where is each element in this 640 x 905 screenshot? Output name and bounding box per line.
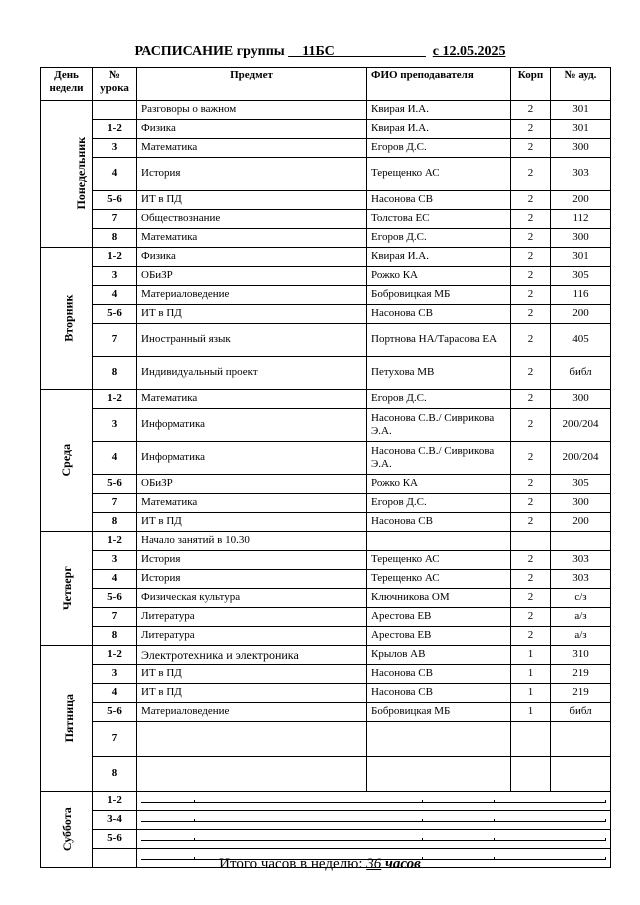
subject-cell: Иностранный язык <box>137 324 367 357</box>
table-row <box>41 229 611 248</box>
room-cell: 310 <box>551 646 611 665</box>
subject-cell: Математика <box>137 390 367 409</box>
table-row <box>41 646 611 665</box>
subject-cell: Материаловедение <box>137 703 367 722</box>
subject-cell: Индивидуальный проект <box>137 357 367 390</box>
lesson-number: 3 <box>93 139 137 158</box>
table-row <box>41 570 611 589</box>
table-row <box>41 627 611 646</box>
building-cell <box>511 722 551 757</box>
blank-cell <box>494 819 605 822</box>
col-header-day: День недели <box>41 68 93 101</box>
day-name: Среда <box>59 443 74 477</box>
lesson-number: 4 <box>93 286 137 305</box>
room-cell: 305 <box>551 475 611 494</box>
teacher-cell <box>367 757 511 792</box>
lesson-number: 1-2 <box>93 248 137 267</box>
subject-cell: ОБиЗР <box>137 267 367 286</box>
subject-cell: История <box>137 551 367 570</box>
table-row <box>41 390 611 409</box>
lesson-number: 7 <box>93 210 137 229</box>
building-cell: 2 <box>511 158 551 191</box>
teacher-cell: Петухова МВ <box>367 357 511 390</box>
total-unit: часов <box>385 856 421 872</box>
day-cell <box>41 532 93 646</box>
building-cell: 2 <box>511 409 551 442</box>
blank-cell <box>423 819 495 822</box>
blank-cell <box>141 838 195 841</box>
teacher-cell: Егоров Д.С. <box>367 494 511 513</box>
building-cell: 1 <box>511 646 551 665</box>
blank-cell <box>494 800 605 803</box>
saturday-blank-grid <box>141 838 606 841</box>
subject-cell: Обществознание <box>137 210 367 229</box>
blank-cell <box>141 819 195 822</box>
lesson-number: 3 <box>93 409 137 442</box>
room-cell <box>551 757 611 792</box>
blank-cell <box>195 838 423 841</box>
room-cell: 305 <box>551 267 611 286</box>
blank-cell <box>195 800 423 803</box>
blank-cell <box>423 800 495 803</box>
table-row <box>41 324 611 357</box>
lesson-number: 7 <box>93 608 137 627</box>
subject-cell: Информатика <box>137 442 367 475</box>
teacher-cell: Бобровицкая МБ <box>367 703 511 722</box>
lesson-number <box>93 101 137 120</box>
teacher-cell: Насонова С.В./ Сиврикова Э.А. <box>367 442 511 475</box>
subject-cell: Физика <box>137 120 367 139</box>
table-row <box>41 494 611 513</box>
subject-cell: История <box>137 570 367 589</box>
room-cell: 200 <box>551 513 611 532</box>
building-cell: 2 <box>511 513 551 532</box>
blank-cell <box>423 838 495 841</box>
teacher-cell: Егоров Д.С. <box>367 139 511 158</box>
table-row <box>41 757 611 792</box>
col-header-lesson: № урока <box>93 68 137 101</box>
teacher-cell: Насонова СВ <box>367 305 511 324</box>
room-cell: 301 <box>551 248 611 267</box>
col-header-building: Корп <box>511 68 551 101</box>
table-row <box>41 475 611 494</box>
subject-cell: ИТ в ПД <box>137 513 367 532</box>
saturday-blank-grid <box>141 819 606 822</box>
room-cell: с/з <box>551 589 611 608</box>
blank-cell <box>195 819 423 822</box>
table-row <box>41 357 611 390</box>
subject-cell: ИТ в ПД <box>137 305 367 324</box>
day-cell <box>41 248 93 390</box>
building-cell: 2 <box>511 475 551 494</box>
table-row <box>41 513 611 532</box>
group-name: __11БС_____________ <box>288 44 426 59</box>
schedule-table <box>40 67 611 868</box>
building-cell: 2 <box>511 120 551 139</box>
lesson-number: 3 <box>93 665 137 684</box>
table-row <box>41 722 611 757</box>
table-row <box>41 191 611 210</box>
building-cell: 2 <box>511 286 551 305</box>
table-row <box>41 158 611 191</box>
subject-cell: Разговоры о важном <box>137 101 367 120</box>
room-cell: 300 <box>551 229 611 248</box>
building-cell <box>511 757 551 792</box>
room-cell: 300 <box>551 494 611 513</box>
lesson-number: 7 <box>93 324 137 357</box>
lesson-number: 8 <box>93 229 137 248</box>
lesson-number: 1-2 <box>93 792 137 811</box>
subject-cell: Литература <box>137 627 367 646</box>
teacher-cell: Насонова С.В./ Сиврикова Э.А. <box>367 409 511 442</box>
building-cell: 2 <box>511 210 551 229</box>
building-cell: 1 <box>511 703 551 722</box>
saturday-blank <box>137 811 611 830</box>
lesson-number: 4 <box>93 684 137 703</box>
page-title <box>0 44 640 60</box>
subject-cell: Информатика <box>137 409 367 442</box>
day-cell <box>41 101 93 248</box>
table-row <box>41 248 611 267</box>
building-cell: 1 <box>511 684 551 703</box>
saturday-blank-grid <box>141 800 606 803</box>
col-header-room: № ауд. <box>551 68 611 101</box>
day-cell <box>41 390 93 532</box>
table-row <box>41 267 611 286</box>
building-cell: 2 <box>511 101 551 120</box>
room-cell: 200 <box>551 305 611 324</box>
building-cell: 1 <box>511 665 551 684</box>
weekly-total <box>0 856 640 873</box>
saturday-blank <box>137 792 611 811</box>
day-name: Понедельник <box>74 137 89 210</box>
building-cell: 2 <box>511 305 551 324</box>
teacher-cell: Бобровицкая МБ <box>367 286 511 305</box>
subject-cell: ИТ в ПД <box>137 191 367 210</box>
table-row <box>41 589 611 608</box>
room-cell: 112 <box>551 210 611 229</box>
table-row <box>41 305 611 324</box>
lesson-number: 4 <box>93 442 137 475</box>
table-row <box>41 665 611 684</box>
lesson-number: 7 <box>93 722 137 757</box>
room-cell: библ <box>551 357 611 390</box>
subject-cell: Электротехника и электроника <box>137 646 367 665</box>
table-row <box>41 703 611 722</box>
room-cell: 200 <box>551 191 611 210</box>
lesson-number: 4 <box>93 158 137 191</box>
subject-cell: Материаловедение <box>137 286 367 305</box>
subject-cell: Математика <box>137 229 367 248</box>
table-row <box>41 608 611 627</box>
teacher-cell: Арестова ЕВ <box>367 608 511 627</box>
table-row <box>41 101 611 120</box>
teacher-cell: Арестова ЕВ <box>367 627 511 646</box>
subject-cell: Физика <box>137 248 367 267</box>
lesson-number: 3-4 <box>93 811 137 830</box>
subject-cell: ИТ в ПД <box>137 665 367 684</box>
lesson-number: 1-2 <box>93 120 137 139</box>
table-row <box>41 286 611 305</box>
lesson-number: 5-6 <box>93 191 137 210</box>
building-cell: 2 <box>511 139 551 158</box>
lesson-number: 1-2 <box>93 390 137 409</box>
room-cell: 200/204 <box>551 409 611 442</box>
building-cell: 2 <box>511 357 551 390</box>
table-row <box>41 442 611 475</box>
building-cell: 2 <box>511 390 551 409</box>
lesson-number: 7 <box>93 494 137 513</box>
teacher-cell: Портнова НА/Тарасова ЕА <box>367 324 511 357</box>
lesson-number: 8 <box>93 627 137 646</box>
room-cell: 303 <box>551 551 611 570</box>
teacher-cell: Ключникова ОМ <box>367 589 511 608</box>
room-cell: 300 <box>551 139 611 158</box>
subject-cell: История <box>137 158 367 191</box>
day-name: Четверг <box>59 566 74 611</box>
col-header-subject: Предмет <box>137 68 367 101</box>
subject-cell: Литература <box>137 608 367 627</box>
teacher-cell: Насонова СВ <box>367 684 511 703</box>
teacher-cell: Егоров Д.С. <box>367 390 511 409</box>
table-row <box>41 684 611 703</box>
lesson-number: 8 <box>93 757 137 792</box>
room-cell: 303 <box>551 570 611 589</box>
room-cell: 405 <box>551 324 611 357</box>
room-cell: библ <box>551 703 611 722</box>
blank-cell <box>141 800 195 803</box>
subject-cell: Начало занятий в 10.30 <box>137 532 367 551</box>
total-hours: 36 <box>366 856 382 872</box>
teacher-cell: Насонова СВ <box>367 665 511 684</box>
table-row <box>41 792 611 811</box>
lesson-number: 5-6 <box>93 703 137 722</box>
col-header-teacher: ФИО преподавателя <box>367 68 511 101</box>
day-name: Вторник <box>61 294 76 342</box>
room-cell: 200/204 <box>551 442 611 475</box>
lesson-number: 5-6 <box>93 475 137 494</box>
table-row <box>41 409 611 442</box>
room-cell: 116 <box>551 286 611 305</box>
subject-cell: Математика <box>137 494 367 513</box>
room-cell: 301 <box>551 120 611 139</box>
table-row <box>41 120 611 139</box>
teacher-cell: Крылов АВ <box>367 646 511 665</box>
start-date: с 12.05.2025 <box>432 44 506 59</box>
building-cell <box>511 532 551 551</box>
subject-cell: ИТ в ПД <box>137 684 367 703</box>
room-cell <box>551 722 611 757</box>
lesson-number: 4 <box>93 570 137 589</box>
blank-cell <box>494 838 605 841</box>
table-row <box>41 532 611 551</box>
table-row <box>41 811 611 830</box>
building-cell: 2 <box>511 494 551 513</box>
building-cell: 2 <box>511 191 551 210</box>
teacher-cell: Толстова ЕС <box>367 210 511 229</box>
teacher-cell: Квирая И.А. <box>367 248 511 267</box>
lesson-number: 8 <box>93 357 137 390</box>
teacher-cell: Егоров Д.С. <box>367 229 511 248</box>
table-row <box>41 551 611 570</box>
day-name: Суббота <box>59 807 74 852</box>
teacher-cell: Терещенко АС <box>367 551 511 570</box>
teacher-cell: Рожко КА <box>367 475 511 494</box>
title-prefix: РАСПИСАНИЕ группы <box>134 44 285 59</box>
lesson-number: 3 <box>93 267 137 286</box>
lesson-number: 3 <box>93 551 137 570</box>
building-cell: 2 <box>511 442 551 475</box>
subject-cell: Физическая культура <box>137 589 367 608</box>
table-row <box>41 830 611 849</box>
building-cell: 2 <box>511 551 551 570</box>
room-cell: а/з <box>551 608 611 627</box>
teacher-cell: Квирая И.А. <box>367 101 511 120</box>
table-row <box>41 210 611 229</box>
lesson-number: 8 <box>93 513 137 532</box>
lesson-number: 1-2 <box>93 532 137 551</box>
teacher-cell: Квирая И.А. <box>367 120 511 139</box>
room-cell: а/з <box>551 627 611 646</box>
teacher-cell: Рожко КА <box>367 267 511 286</box>
room-cell: 303 <box>551 158 611 191</box>
subject-cell <box>137 757 367 792</box>
table-row <box>41 139 611 158</box>
day-name: Пятница <box>62 693 77 743</box>
building-cell: 2 <box>511 248 551 267</box>
teacher-cell: Насонова СВ <box>367 191 511 210</box>
teacher-cell: Насонова СВ <box>367 513 511 532</box>
building-cell: 2 <box>511 608 551 627</box>
building-cell: 2 <box>511 324 551 357</box>
room-cell: 301 <box>551 101 611 120</box>
building-cell: 2 <box>511 229 551 248</box>
lesson-number: 5-6 <box>93 830 137 849</box>
saturday-blank <box>137 830 611 849</box>
subject-cell: ОБиЗР <box>137 475 367 494</box>
total-prefix: Итого часов в неделю: <box>219 856 363 872</box>
room-cell <box>551 532 611 551</box>
subject-cell: Математика <box>137 139 367 158</box>
room-cell: 219 <box>551 684 611 703</box>
lesson-number: 5-6 <box>93 589 137 608</box>
building-cell: 2 <box>511 267 551 286</box>
lesson-number: 1-2 <box>93 646 137 665</box>
room-cell: 219 <box>551 665 611 684</box>
teacher-cell <box>367 532 511 551</box>
teacher-cell: Терещенко АС <box>367 158 511 191</box>
building-cell: 2 <box>511 589 551 608</box>
subject-cell <box>137 722 367 757</box>
day-cell <box>41 646 93 792</box>
building-cell: 2 <box>511 627 551 646</box>
teacher-cell: Терещенко АС <box>367 570 511 589</box>
lesson-number: 5-6 <box>93 305 137 324</box>
building-cell: 2 <box>511 570 551 589</box>
teacher-cell <box>367 722 511 757</box>
room-cell: 300 <box>551 390 611 409</box>
